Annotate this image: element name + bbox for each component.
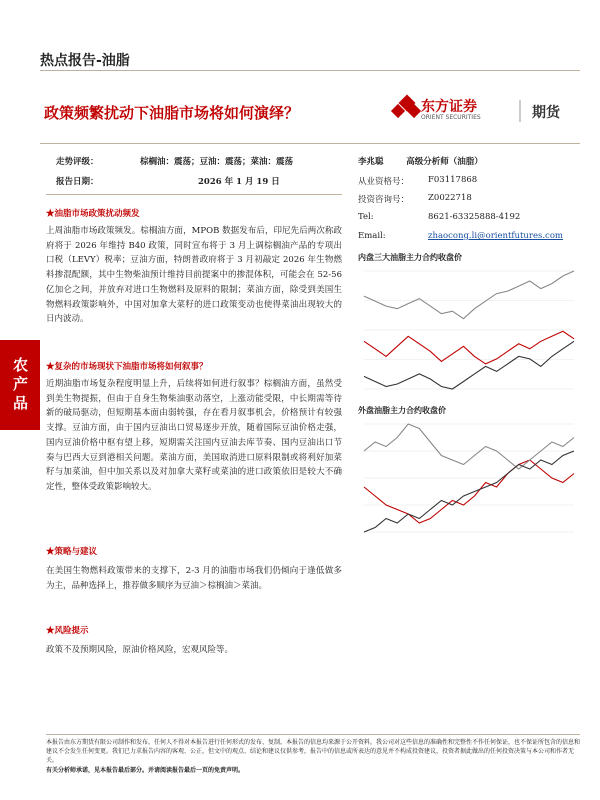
company-logo: [387, 94, 577, 128]
title-divider: [40, 143, 580, 144]
logo-en: ORIENT SECURITIES: [421, 114, 481, 121]
section-body-1: 上周油脂市场政策频发。棕榈油方面，MPOB 数据发布后，印尼先后两次称政府将于 2026 年维持 B40 政策，同时宣布将于 3 月上调棕榈油产品的专项出口税（LEVY）税率；豆油方面，特朗普政府将于 3 月初敲定 2026 年生物燃料掺混配额，其中生物柴油预计维持目前提案中的掺混体积，可能会在 52-56 亿加仑之间，并放弃对进口生物燃料及原料的限制；菜油方面，除受到美国生物燃料政策影响外，中国对加拿大菜籽的进口政策变动也使得菜油出现较大的日内波动。: [46, 226, 342, 325]
cert-line: [358, 175, 478, 187]
logo-cn: 东方证券: [421, 99, 477, 115]
foreign-oil-price-chart: [358, 418, 580, 538]
analyst-role: 高级分析师（油脂）: [406, 157, 483, 167]
footer-divider: [46, 734, 580, 735]
chart-1-series-2-line: [364, 271, 574, 319]
email-label: Email:: [358, 231, 386, 241]
analyst-line: [358, 155, 483, 167]
analyst-name: 李兆聪: [358, 157, 384, 167]
chart-1-series-1-line: [364, 331, 574, 364]
section-heading-1: ★油脂市场政策扰动频发: [46, 209, 140, 219]
section-body-2: 近期油脂市场复杂程度明显上升，后续将如何进行叙事？棕榈油方面，虽然受到美生物提振，但由于自身生物柴油驱动落空，上涨动能受限，中长期需等待新的破局驱动，但短期基本面由弱转强，存在看月叙事机会，价格预计有较强支撑。豆油方面，由于国内豆油出口贸易逐步开放，随着国际豆油价格走强，国内豆油价格中枢有望上移，短期需关注国内豆油去库节奏、国内豆油出口节奏与巴西大豆到港相关问题。菜油方面，美国取消进口原料限制或将利好加菜籽与加菜油，但中加关系以及对加拿大菜籽或菜油的进口政策依旧是较大不确定性，整体受政策影响较大。: [46, 379, 342, 492]
section-body-4: 政策不及预期风险，原油价格风险，宏观风险等。: [46, 645, 234, 655]
chart-2-series-3-line: [364, 451, 574, 532]
report-category: 热点报告-油脂: [40, 53, 130, 69]
report-date: 2026 年 1 月 19 日: [198, 177, 280, 187]
disclaimer-bold: 有关分析师承诺，见本报告最后部分。并请阅读报告最后一页的免责声明。: [46, 767, 245, 774]
invest-label: 投资咨询号：: [358, 195, 410, 205]
section-heading-4: ★风险提示: [46, 626, 89, 636]
date-label: 报告日期：: [56, 177, 99, 187]
cert-label: 从业资格号：: [358, 177, 410, 187]
category-side-tab: 农产品: [0, 340, 40, 430]
disclaimer-text: 本报告由东方期货有限公司制作和发布。任何人不得对本报告进行任何形式的发布、复制。本报告的信息均来源于公开资料，我公司对这些信息的准确性和完整性不作任何保证，也不保证所包含的信息和建议不会发生任何变更。我们已力求报告内容的客观、公正，但文中的观点、结论和建议仅供参考，报告中的信息或所表达的意见并不构成投资建议，投资者据此做出的任何投资决策与本公司和作者无关。: [46, 739, 581, 764]
invest-line: [358, 193, 472, 205]
rating-label: 走势评级：: [56, 157, 99, 167]
invest-number: Z0022718: [428, 193, 472, 203]
cert-number: F03117868: [428, 175, 478, 185]
email-line: [358, 231, 563, 241]
chart-2-series-2-line: [364, 424, 574, 469]
tel-label: Tel:: [358, 212, 374, 222]
section-heading-2: ★复杂的市场现状下油脂市场将如何叙事？: [46, 362, 208, 372]
chart-2-title: 外盘油脂主力合约收盘价: [358, 405, 446, 415]
chart-2-series-1-line: [364, 460, 574, 523]
section-heading-3: ★策略与建议: [46, 547, 98, 557]
section-body-3: 在美国生物燃料政策带来的支撑下，2-3 月的油脂市场我们仍倾向于逢低做多为主，品种选择上，推荐做多顺序为豆油＞棕榈油＞菜油。: [46, 566, 342, 591]
page-title: 政策频繁扰动下油脂市场将如何演绎？: [44, 104, 300, 122]
header-divider: [40, 70, 580, 71]
tel-line: [358, 212, 521, 222]
domestic-oil-price-chart: [358, 265, 580, 395]
chart-1-title: 内盘三大油脂主力合约收盘价: [358, 252, 462, 262]
tel-number: 8621-63325888-4192: [428, 212, 521, 222]
rating-divider: [46, 194, 342, 195]
email-link[interactable]: zhaocong.li@orientfutures.com: [428, 231, 563, 241]
rating-items: 棕榈油：震荡；豆油：震荡；菜油：震荡: [140, 157, 294, 167]
logo-division: 期货: [532, 105, 560, 121]
